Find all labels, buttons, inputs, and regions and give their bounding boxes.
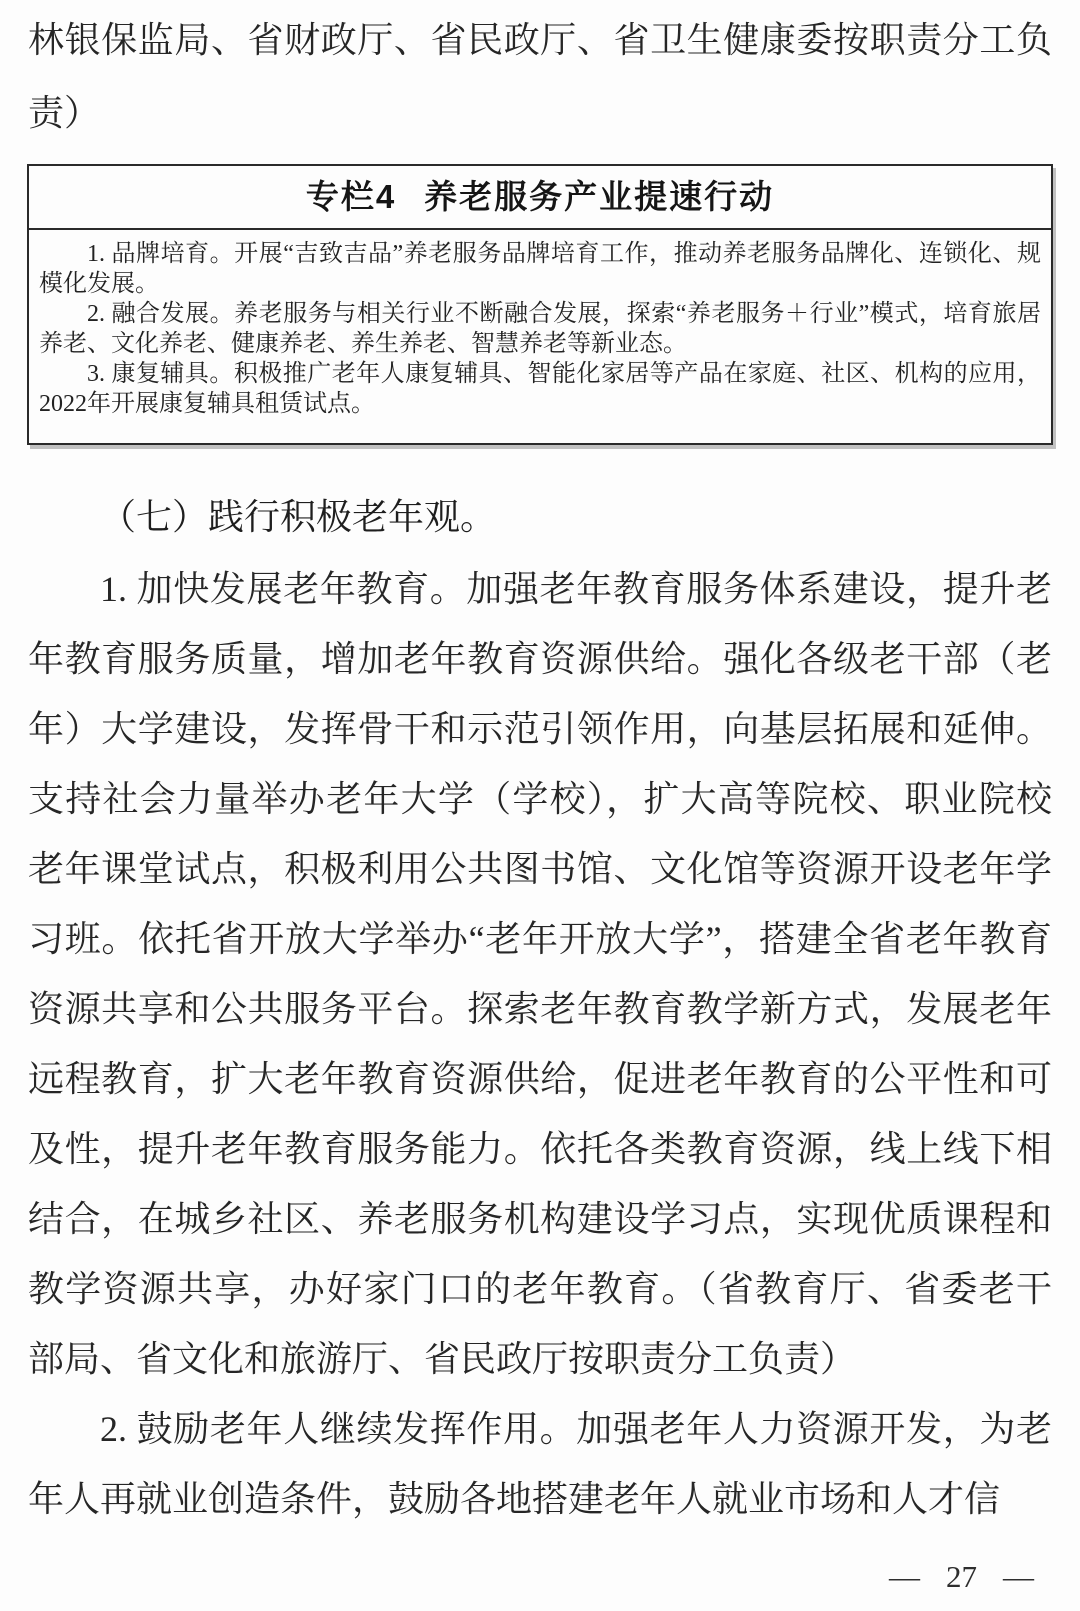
special-column-box: [27, 164, 1053, 445]
paragraph-elderly-employment: 2. 鼓励老年人继续发挥作用。加强老年人力资源开发，为老年人再就业创造条件，鼓励各地搭建老年人就业市场和人才信: [28, 1409, 1052, 1519]
special-column-body: [29, 230, 1051, 443]
special-column-header: [29, 166, 1051, 230]
page-number-dash-right: —: [1003, 1559, 1034, 1594]
paragraph-elderly-education: 1. 加快发展老年教育。加强老年教育服务体系建设，提升老年教育服务质量，增加老年教育资源供给。强化各级老干部（老年）大学建设，发挥骨干和示范引领作用，向基层拓展和延伸。支持社会力量举办老年大学（学校），扩大高等院校、职业院校老年课堂试点，积极利用公共图书馆、文化馆等资源开设老年学习班。依托省开放大学举办“老年开放大学”，搭建全省老年教育资源共享和公共服务平台。探索老年教育教学新方式，发展老年远程教育，扩大老年教育资源供给，促进老年教育的公平性和可及性，提升老年教育服务能力。依托各类教育资源，线上线下相结合，在城乡社区、养老服务机构建设学习点，实现优质课程和教学资源共享，办好家门口的老年教育。（省教育厅、省委老干部局、省文化和旅游厅、省民政厅按职责分工负责）: [28, 569, 1052, 1379]
special-column-label: 专栏4: [305, 178, 397, 215]
page-number-value: 27: [946, 1559, 977, 1594]
panel-item-integrated-development: 2. 融合发展。养老服务与相关行业不断融合发展，探索“养老服务＋行业”模式，培育旅居养老、文化养老、健康养老、养生养老、智慧养老等新业态。: [39, 301, 1041, 357]
special-column-title: 养老服务产业提速行动: [424, 178, 775, 215]
panel-item-rehab-aids: 3. 康复辅具。积极推广老年人康复辅具、智能化家居等产品在家庭、社区、机构的应用，2022年开展康复辅具租赁试点。: [39, 361, 1041, 417]
section-heading: （七）践行积极老年观。: [100, 497, 497, 537]
continuation-paragraph: 林银保监局、省财政厅、省民政厅、省卫生健康委按职责分工负责）: [28, 20, 1052, 133]
panel-item-brand-cultivation: 1. 品牌培育。开展“吉致吉品”养老服务品牌培育工作，推动养老服务品牌化、连锁化、规模化发展。: [39, 241, 1041, 297]
page-number: [889, 1559, 1034, 1595]
page-number-dash-left: —: [889, 1559, 920, 1594]
